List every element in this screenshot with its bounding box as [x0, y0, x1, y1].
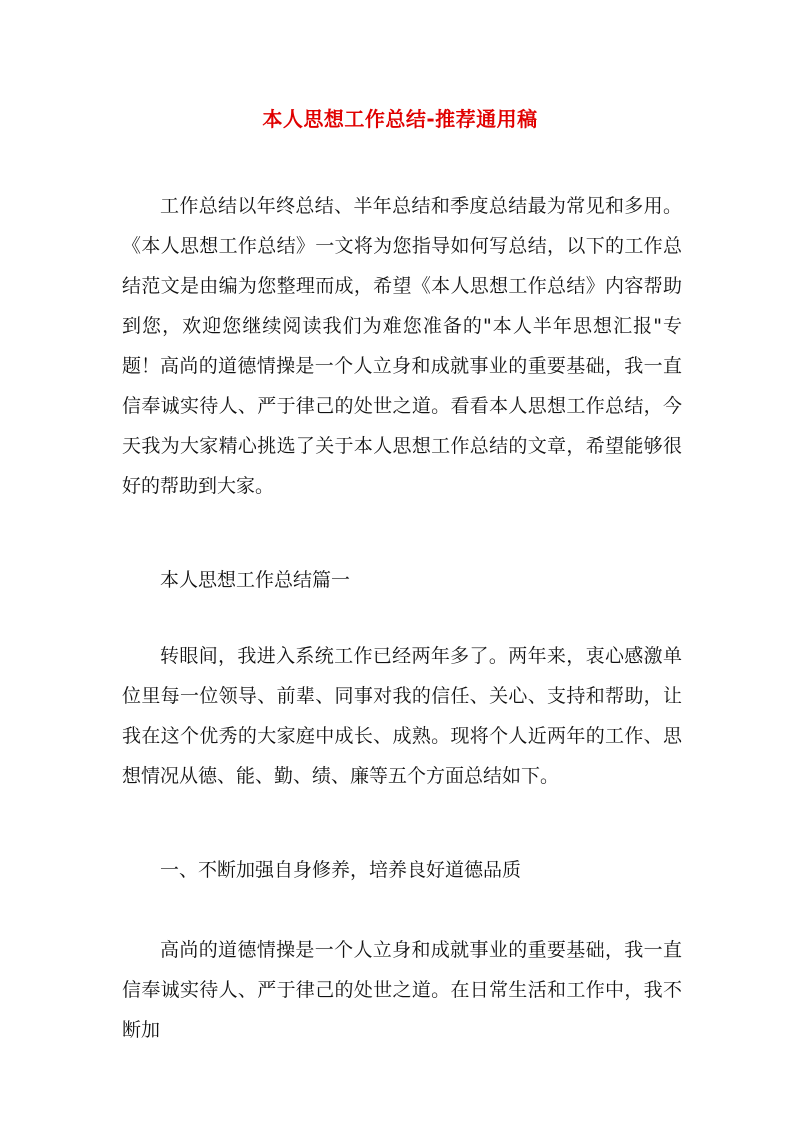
- section-heading: 本人思想工作总结篇一: [160, 569, 351, 591]
- intro-paragraph: 工作总结以年终总结、半年总结和季度总结最为常见和多用。《本人思想工作总结》一文将为您指导如何写总结，以下的工作总结范文是由编为您整理而成，希望《本人思想工作总结》内容帮助到您，欢迎您继续阅读我们为难您准备的"本人半年思想汇报"专题！: [122, 195, 682, 377]
- sub-paragraph: 高尚的道德情操是一个人立身和成就事业的重要基础，我一直信奉诚实待人、严于律己的处世之道。在日常生活和工作中，我不断加: [122, 939, 682, 1041]
- subheading: 一、不断加强自身修养，培养良好道德品质: [160, 859, 522, 881]
- section-paragraph: 转眼间，我进入系统工作已经两年多了。两年来，衷心感激单位里每一位领导、前辈、同事对我的信任、关心、支持和帮助，让我在这个优秀的大家庭中成长、成熟。现将个人近两年的工作、思想情况从德、能、勤、绩、廉等五个方面总结如下。: [122, 645, 682, 787]
- document-title: 本人思想工作总结-推荐通用稿: [262, 107, 538, 131]
- second-paragraph: 高尚的道德情操是一个人立身和成就事业的重要基础，我一直信奉诚实待人、严于律己的处世之道。看看本人思想工作总结，今天我为大家精心挑选了关于本人思想工作总结的文章，希望能够很好的帮助到大家。: [122, 355, 682, 497]
